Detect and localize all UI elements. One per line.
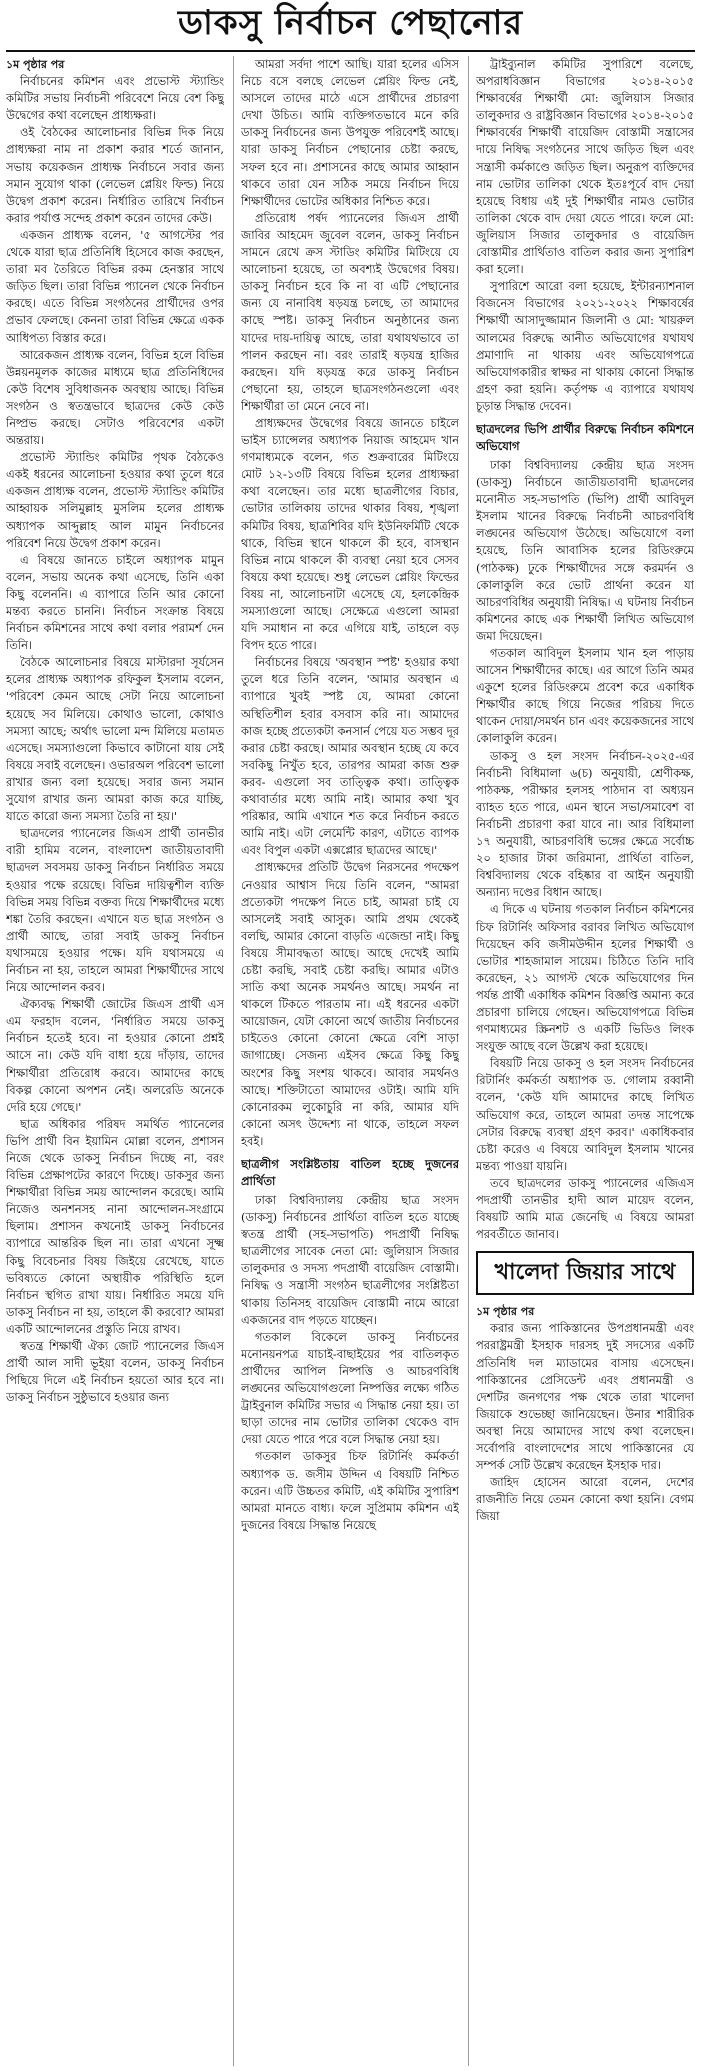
- paragraph: এ বিষয়ে জানতে চাইলে অধ্যাপক মামুন বলেন, সভায় অনেক কথা এসেছে, তিনি একা কিছু বলেননি। এ ব্যাপারে তিনি আর কোনো মন্তব্য করতে চাননি। নির্বাচন সংক্রান্ত বিষয়ে নির্বাচন কমিশনের সাথে কথা বলার পরামর্শ দেন তিনি।: [6, 552, 224, 653]
- paragraph: গতকাল বিকেলে ডাকসু নির্বাচনের মনোনয়নপত্র যাচাই-বাছাইয়ের পর বাতিলকৃত প্রার্থীদের আপিল নিষ্পত্তি ও আচরণবিধি লঙ্ঘনের অভিযোগগুলো নিষ্পত্তির লক্ষ্যে গঠিত ট্রাইবুনাল কমিটির সভার এ সিদ্ধান্ত নেয়া হয়। তা ছাড়া তাদের নাম ভোটার তালিকা থেকেও বাদ দেয়া যেতে পারে পরে বলে সিদ্ধান্ত নেয়া হয়।: [241, 1329, 459, 1447]
- headline-rule: [6, 50, 695, 52]
- paragraph: স্বতন্ত্র শিক্ষার্থী ঐক্য জোট প্যানেলের জিএস প্রার্থী আল সাদী ভূইয়া বলেন, ডাকসু নির্বাচন পিছিয়ে দিলে এই নির্বাচন হয়তো আর হবে না। ডাকসু নির্বাচন সুষ্ঠুভাবে হওয়ার জন্য: [6, 1339, 224, 1405]
- story-headline-khaleda: খালেদা জিয়ার সাথে: [476, 1251, 694, 1295]
- paragraph: প্রাধ্যক্ষদের উদ্বেগের বিষয়ে জানতে চাইলে ভাইস চ্যান্সেলর অধ্যাপক নিয়াজ আহমেদ খান গণমাধ্যমকে বলেন, গত শুক্রবারের মিটিংয়ে মোট ১২-১৩টি বিষয়ে বিভিন্ন হলের প্রাধ্যক্ষরা কথা বলেছেন। তার মধ্যে ছাত্রলীগের বিচার, ভোটার তালিকায় তাদের থাকার বিষয়, শৃঙ্খলা কমিটির বিষয়, ছাত্রশিবির যদি ইউনিফর্মিটি থেকে থাকে, বিভিন্ন স্থানে থাকলে কী হবে, বাসস্থান বিভিন্ন নামে থাকলে কী ব্যবস্থা নেয়া হবে সেসব বিষয়ে কথা হয়েছে। শুধু লেভেল প্লেয়িং ফিল্ডের বিষয় না, আলোচনাটা এসেছে যে, হলকেন্দ্রিক সমস্যাগুলো আছে। সেক্ষেত্রে এগুলো আমরা যদি সমাধান না করে এগিয়ে যাই, তাহলে বড় বিপদ হতে পারে।: [241, 415, 459, 653]
- column-divider-1: [233, 56, 234, 2066]
- paragraph: বৈঠকে আলোচনার বিষয়ে মাস্টারদা সূর্যসেন হলের প্রাধ্যক্ষ অধ্যাপক রফিকুল ইসলাম বলেন, 'পরিবেশ কেমন আছে সেটা নিয়ে আলোচনা হয়েছে সব মিলিয়ে। কোথাও ভালো, কোথাও সমস্যা আছে; অর্থাৎ ভালো মন্দ মিলিয়ে মতামত এসেছে। সমস্যাগুলো কিভাবে কাটানো যায় সেই বিষয়ে সবাই বলেছেন। ওভারঅল পরিবেশ ভালো রাখার জন্য বলা হয়েছে। সবার জন্য সমান সুযোগ রাখার জন্য আমরা কাজ করে যাচ্ছি, যাতে কারো জন্য সমস্যা তৈরি না হয়।': [6, 655, 224, 824]
- paragraph: নির্বাচনের কমিশন এবং প্রভোস্ট স্ট্যান্ডিং কমিটির সভায় নির্বাচনী পরিবেশে নিয়ে বেশ কিছু উদ্বেগের কথা বলেছেন প্রাধ্যক্ষরা।: [6, 74, 224, 123]
- paragraph: সুপারিশে আরো বলা হয়েছে, ইন্টারন্যাশনাল বিজনেস বিভাগের ২০২১-২০২২ শিক্ষাবর্ষের শিক্ষার্থী আসাদুজ্জামান জিলানী ও মো: খায়রুল আলমের বিরুদ্ধে আনীত অভিযোগের যথাযথ প্রমাণাদি না থাকায় এবং অভিযোগপত্রে অভিযোগকারীর স্বাক্ষর না থাকায় কোনো সিদ্ধান্ত গ্রহণ করা হয়নি। কর্তৃপক্ষ এ ব্যাপারে যথাযথ চূড়ান্ত সিদ্ধান্ত দেবেন।: [476, 279, 694, 413]
- column-1: [6, 56, 224, 2066]
- paragraph: প্রাধ্যক্ষদের প্রতিটি উদ্বেগ নিরসনের পদক্ষেপ নেওয়ার আশ্বাস দিয়ে তিনি বলেন, "আমরা প্রত্যেকটা পদক্ষেপ নিতে চাই, আমরা চাই যে আসলেই সবাই আসুক। আমি প্রথম থেকেই বলছি, আমার কোনো বাড়তি এজেন্ডা নাই। কিছু বিষয়ে সীমাবদ্ধতা আছে। আছে দেখেই আমি চেষ্টা করছি, সবাই চেষ্টা করছি। আমার এটাও সাতি কথা অনেক সমর্থনও আছে। সমর্থন না থাকলে টিকতে পারতাম না। এই ধরনের একটা আয়োজন, যেটা কোনো অর্থে জাতীয় নির্বাচনের চাইতেও কোনো কোনো ক্ষেত্রে বেশি সাড়া জাগাচ্ছে। সেজন্য এইসব ক্ষেত্রে কিছু কিছু অংশের কিছু সংশয় থাকবে। আবার সমর্থনও আছে। শক্তিটাতো আমাদের ওটাই। আমি যদি কোনোরকম লুকোচুরি না করি, আমার যদি কোনো অসৎ উদ্দেশ্য না থাকে, তাহলে সফল হবই।: [241, 860, 459, 1148]
- paragraph: ছাত্রদলের প্যানেলের জিএস প্রার্থী তানভীর বারী হামিম বলেন, বাংলাদেশ জাতীয়তাবাদী ছাত্রদল সবসময় ডাকসু নির্বাচন নির্ধারিত সময়ে হওয়ার পক্ষে রয়েছে। বিভিন্ন দায়িত্বশীল ব্যক্তি বিভিন্ন সময় বিভিন্ন বক্তব্য দিয়ে শিক্ষার্থীদের মধ্যে শঙ্কা তৈরি করছেন। এখানে যত ছাত্র সংগঠন ও প্রার্থী আছে, তারা সবাই ডাকসু নির্বাচন যথাসময়ে হওয়ার পক্ষে। যদি যথাসময়ে এ নির্বাচন না হয়, তাহলে আমরা শিক্ষার্থীদের সাথে নিয়ে আন্দোলন করব।: [6, 826, 224, 995]
- paragraph: ঢাকা বিশ্ববিদ্যালয় কেন্দ্রীয় ছাত্র সংসদ (ডাকসু) নির্বাচনের প্রার্থিতা বাতিল হতে যাচ্ছে স্বতন্ত্র প্রার্থী (সহ-সভাপতি) পদপ্রার্থী নিষিদ্ধ ছাত্রলীগের সাবেক নেতা মো: জুলিয়াস সিজার তালুকদার ও সদস্য পদপ্রার্থী বায়েজিদ বোস্তামী। নিষিদ্ধ ও সন্ত্রাসী সংগঠন ছাত্রলীগের সংশ্লিষ্টতা থাকায় তিনিসহ বায়েজিদ বোস্তামী নামে আরো একজনের বাদ পড়তে যাচ্ছেন।: [241, 1193, 459, 1327]
- column-2-body-2: [241, 1192, 459, 1534]
- subheading-chhatradal-complaint: ছাত্রদলের ভিপি প্রার্থীর বিরুদ্ধে নির্বাচন কমিশনে অভিযোগ: [476, 421, 694, 453]
- paragraph: বিষয়টি নিয়ে ডাকসু ও হল সংসদ নির্বাচনের রিটার্নিং কর্মকর্তা অধ্যাপক ড. গোলাম রব্বানী বলেন, 'কেউ যদি আমাদের কাছে লিখিত অভিযোগ করে, তাহলে আমরা তদন্ত সাপেক্ষে সেটার বিরুদ্ধে ব্যবস্থা গ্রহণ করব।' একাধিকবার চেষ্টা করেও এ বিষয়ে আবিদুল ইসলাম খানের মন্তব্য পাওয়া যায়নি।: [476, 1056, 694, 1173]
- column-3-body-2: [476, 457, 694, 1243]
- paragraph: প্রতিরোধ পর্ষদ প্যানেলের জিএস প্রার্থী জাবির আহমেদ জুবেল বলেন, ডাকসু নির্বাচন সামনে রেখে ক্রস স্টাডিং কমিটির মিটিংয়ে যে আলোচনা হয়েছে, তা অবশ্যই উদ্বেগের বিষয়। ডাকসু নির্বাচন হবে কি না বা এটি পেছানোর জন্য যে নানাবিধ ষড়যন্ত্র চলছে, তা আমাদের কাছে স্পষ্ট। ডাকসু নির্বাচন অনুষ্ঠানের জন্য যাদের দায়-দায়িত্ব আছে, তারা যথাযথভাবে তা পালন করছেন না। বরং তারাই ষড়যন্ত্র হাজির করছেন। যদি ষড়যন্ত্র করে ডাকসু নির্বাচন পেছানো হয়, তাহলে ছাত্রসংগঠনগুলো এবং শিক্ষার্থীরা তা মেনে নেবে না।: [241, 210, 459, 413]
- column-2: [241, 56, 459, 2066]
- column-2-body: [241, 56, 459, 1150]
- paragraph: ট্রাইব্যুনাল কমিটির সুপারিশে বলেছে, অপরাধবিজ্ঞান বিভাগের ২০১৪-২০১৫ শিক্ষাবর্ষের শিক্ষার্থী মো: জুলিয়াস সিজার তালুকদার ও রাষ্ট্রবিজ্ঞান বিভাগের ২০১৪-২০১৫ শিক্ষাবর্ষের শিক্ষার্থী বায়েজিদ বোস্তামী সন্ত্রাসের দায়ে নিষিদ্ধ সংগঠনের সাথে জড়িত ছিল এবং সন্ত্রাসী কর্মকাণ্ডে জড়িত ছিল। অনুরূপ ব্যক্তিদের নাম ভোটার তালিকা থেকে ইতঃপূর্বে বাদ দেয়া হয়েছে বিধায় এই দুই শিক্ষার্থীর নামও ভোটার তালিকা থেকে বাদ দেয়া যেতে পারে। ফলে মো: জুলিয়াস সিজার তালুকদার ও বায়েজিদ বোস্তামীর প্রার্থিতাও বাতিল করার জন্য সুপারিশ করা হলো।: [476, 57, 694, 277]
- column-3-body: [476, 56, 694, 415]
- continued-from-label-2: ১ম পৃষ্ঠার পর: [476, 1305, 535, 1319]
- paragraph: ছাত্র অধিকার পরিষদ সমর্থিত প্যানেলের ভিপি প্রার্থী বিন ইয়ামিন মোল্লা বলেন, প্রশাসন নিজে থেকে ডাকসু নির্বাচন দিচ্ছে না, বরং বিভিন্ন প্রেক্ষাপটের কারণে দিচ্ছে। ডাকসুর জন্য শিক্ষার্থীরা বিভিন্ন সময় আন্দোলন করেছে। আমি নিজেও অনশনসহ নানা আন্দোলন-সংগ্রামে ছিলাম। প্রশাসন কখনোই ডাকসু নির্বাচনের ব্যাপারে আন্তরিক ছিল না। তারা এখনো সূক্ষ্ম কিছু বিবেচনার বিষয় জিইয়ে রেখেছে, যাতে ভবিষ্যতে কোনো অস্থায়ীক পরিস্থিতি হলে নির্বাচন স্থগিত রাখা যায়। নির্ধারিত সময়ে যদি ডাকসু নির্বাচন না হয়, তাহলে কী করবো? আমরা একটি আন্দোলনের প্রস্তুতি নিয়ে রাখব।: [6, 1116, 224, 1336]
- column-3: [476, 56, 694, 2066]
- paragraph: গতকাল আবিদুল ইসলাম খান হল পাড়ায় আসেন শিক্ষার্থীদের কাছে। এর আগে তিনি অমর একুশে হলের রিডিংরুমে প্রবেশ করে একাধিক শিক্ষার্থীর কাছে গিয়ে নিজের পরিচয় দিতে থাকেন দোয়া/সমর্থন চান এবং কয়েকজনের সাথে কোলাকুলি করেন।: [476, 646, 694, 746]
- column-divider-2: [468, 56, 469, 2066]
- paragraph: জাহিদ হোসেন আরো বলেন, দেশের রাজনীতি নিয়ে তেমন কোনো কথা হয়নি। বেগম জিয়া: [476, 1475, 694, 1524]
- paragraph: ওই বৈঠকের আলোচনার বিভিন্ন দিক নিয়ে প্রাধ্যক্ষরা নাম না প্রকাশ করার শর্তে জানান, সভায় কয়েকজন প্রাধ্যক্ষ নির্বাচনে সবার জন্য সমান সুযোগ থাকা (লেভেল প্লেয়িং ফিল্ড) নিয়ে উদ্বেগ প্রকাশ করেন। নির্ধারিত তারিখে নির্বাচন করার পর্যাপ্ত সন্দেহ প্রকাশ করেন তাদের কেউ।: [6, 125, 224, 225]
- column-3-body-3: [476, 1320, 694, 1525]
- paragraph: নির্বাচনের বিষয়ে 'অবস্থান স্পষ্ট' হওয়ার কথা তুলে ধরে তিনি বলেন, 'আমার অবস্থান এ ব্যাপারে খুবই স্পষ্ট যে, আমরা কোনো অস্থিতিশীল হবার বসবাস করি না। আমাদের কাজ হচ্ছে প্রত্যেকটা কনসার্ন পেয়ে যত সম্ভব দূর করার চেষ্টা করছে। আমার অবস্থান হচ্ছে যে কবে সবকিছু নিখুঁত হবে, তারপর আমরা কাজ শুরু করব- এগুলো সব তাত্ত্বিক কথা। তাত্ত্বিক কথাবার্তার মধ্যে আমি নাই। আমার কথা খুব পরিষ্কার, আমি এখানে শত করে নির্বাচন করতে আমি নাই। এটা লেমেন্টি কারণ, এটাতে ব্যাপক এবং বিপুল একটা এক্সপ্লোর ছাত্রদের আছে।': [241, 655, 459, 858]
- paragraph: আমরা সর্বদা পাশে আছি। যারা হলের এসিস নিচে বসে বলছে লেভেল প্লেয়িং ফিল্ড নেই, আসলে তাদের মাঠে এসে প্রার্থীদের প্রচারণা দেখা উচিত। আমি ব্যক্তিগতভাবে মনে করি ডাকসু নির্বাচনের জন্য উপযুক্ত পরিবেশই আছে। যারা ডাকসু নির্বাচন পেছানোর চেষ্টা করছে, সফল হবে না। প্রশাসনের কাছে আমার আহ্বান থাকবে তারা যেন সঠিক সময়ে নির্বাচন দিয়ে শিক্ষার্থীদের ভোটের অধিকার নিশ্চিত করে।: [241, 57, 459, 208]
- paragraph: গতকাল ডাকসুর চিফ রিটার্নিং কর্মকর্তা অধ্যাপক ড. জসীম উদ্দিন এ বিষয়টি নিশ্চিত করেন। এটি উচ্চতর কমিটি, এই কমিটির সুপারিশ আমরা মানতে বাধ্য। ফলে সুপ্রিমাম কমিশন এই দুজনের বিষয়ে সিদ্ধান্ত নিয়েছে: [241, 1449, 459, 1532]
- paragraph: করার জন্য পাকিস্তানের উপপ্রধানমন্ত্রী এবং পররাষ্ট্রমন্ত্রী ইসহাক দারসহ দুই সদস্যের একটি প্রতিনিধি দল ম্যাডামের বাসায় এসেছেন। পাকিস্তানের প্রেসিডেন্ট এবং প্রধানমন্ত্রী ও দেশটির জনগণের পক্ষ থেকে তারা খালেদা জিয়াকে শুভেচ্ছা জানিয়েছেন। উনার শারীরিক অবস্থা নিয়ে আমাদের সাথে কথা বলেছেন। সর্বোপরি বাংলাদেশের সাথে পাকিস্তানের যে সম্পর্ক সেটি উল্লেখ করেছেন ইসহাক দার।: [476, 1321, 694, 1473]
- paragraph: ডাকসু ও হল সংসদ নির্বাচন-২০২৫-এর নির্বাচনী বিধিমালা ৬(চ) অনুযায়ী, শ্রেণীকক্ষ, পাঠকক্ষ, পরীক্ষার হলসহ পাঠদান বা অধ্যয়ন ব্যাহত হতে পারে, এমন স্থানে সভা/সমাবেশ বা নির্বাচনী প্রচারণা করা যাবে না। আর বিধিমালা ১৭ অনুযায়ী, আচরণবিধি ভঙ্গের ক্ষেত্রে সর্বোচ্চ ২০ হাজার টাকা জরিমানা, প্রার্থিতা বাতিল, বিশ্ববিদ্যালয় থেকে বহিষ্কার বা আইন অনুযায়ী অন্যান্য দণ্ডের বিধান আছে।: [476, 748, 694, 900]
- paragraph: ঢাকা বিশ্ববিদ্যালয় কেন্দ্রীয় ছাত্র সংসদ (ডাকসু) নির্বাচনে জাতীয়তাবাদী ছাত্রদলের মনোনীত সহ-সভাপতি (ভিপি) প্রার্থী আবিদুল ইসলাম খানের বিরুদ্ধে নির্বাচনী আচরণবিধি লঙ্ঘনের অভিযোগ উঠেছে। অভিযোগে বলা হয়েছে, তিনি আবাসিক হলের রিডিংরুমে (পাঠকক্ষ) ঢুকে শিক্ষার্থীদের সঙ্গে করমর্দন ও কোলাকুলি করে ভোট প্রার্থনা করেন যা আচরণবিধির অনুযায়ী নিষিদ্ধ। এ ঘটনায় নির্বাচন কমিশনের কাছে এক শিক্ষার্থী লিখিত অভিযোগ জমা দিয়েছেন।: [476, 457, 694, 643]
- paragraph: আরেকজন প্রাধ্যক্ষ বলেন, বিভিন্ন হলে বিভিন্ন উন্নয়নমূলক কাজের মাধ্যমে ছাত্র প্রতিনিধিদের কেউ বিশেষ সুবিধাজনক অবস্থায় আছে। বিভিন্ন সংগঠন ও স্বতন্ত্রভাবে ছাত্রদের কেউ কেউ নিষ্প্রভ করছে। সেটাও পরিবেশের একটা অন্তরায়।: [6, 347, 224, 448]
- subheading-chhatraleague: ছাত্রলীগ সংশ্লিষ্টতায় বাতিল হচ্ছে দুজনের প্রার্থিতা: [241, 1157, 459, 1188]
- headline: ডাকসু নির্বাচন পেছানোর: [177, 2, 524, 43]
- column-1-body: [6, 73, 224, 1406]
- paragraph: একজন প্রাধ্যক্ষ বলেন, '৫ আগস্টের পর থেকে যারা ছাত্র প্রতিনিধি হিসেবে কাজ করছেন, তারা মব তৈরিতে বিভিন্ন রকম হেনস্তার সাথে জড়িত ছিল। তারা বিভিন্ন প্যানেল থেকে নির্বাচন করছে। এতে বিভিন্ন সংগঠনের প্রার্থীদের ওপর প্রভাব ফেলছে। কেননা তারা বিভিন্ন ক্ষেত্রে একক আধিপত্য বিস্তার করে।: [6, 227, 224, 345]
- continued-from-label: ১ম পৃষ্ঠার পর: [6, 58, 65, 71]
- paragraph: ঐক্যবদ্ধ শিক্ষার্থী জোটের জিএস প্রার্থী এস এম ফরহাদ বলেন, 'নির্ধারিত সময়ে ডাকসু নির্বাচন হতেই হবে। না হওয়ার কোনো প্রশ্নই আসে না। কেউ যদি বাধা হয়ে দাঁড়ায়, তাদের শিক্ষার্থীরা প্রতিরোধ করবে। আমাদের কাছে বিকল্প কোনো অপশন নেই। অলরেডি অনেকে দেরি হয়ে গেছে।': [6, 997, 224, 1114]
- paragraph: প্রভোস্ট স্ট্যান্ডিং কমিটির পৃথক বৈঠকেও একই ধরনের আলোচনা হওয়ার কথা তুলে ধরে একজন প্রাধ্যক্ষ বলেন, প্রভোস্ট স্ট্যান্ডিং কমিটির আহ্বায়ক সলিমুল্লাহ মুসলিম হলের প্রাধ্যক্ষ অধ্যাপক আব্দুল্লাহ আল মামুন নির্বাচনের পরিবেশ নিয়ে উদ্বেগ প্রকাশ করেন।: [6, 450, 224, 550]
- paragraph: তবে ছাত্রদলের ডাকসু প্যানেলের এজিএস পদপ্রার্থী তানভীর হাদী আল মায়েদ বলেন, বিষয়টি আমি মাত্র জেনেছি এ বিষয়ে আমরা পরবর্তীতে জানাব।: [476, 1175, 694, 1242]
- paragraph: এ দিকে এ ঘটনায় গতকাল নির্বাচন কমিশনের চিফ রিটার্নিং অফিসার বরাবর লিখিত অভিযোগ দিয়েছেন কবি জসীমউদ্দীন হলের শিক্ষার্থী ও ভোটার শাহজামাল সায়েম। চিঠিতে তিনি দাবি করেছেন, ২১ আগস্ট থেকে অভিযোগের দিন পর্যন্ত প্রার্থী একাধিক কমিশন বিজ্ঞপ্তি অমান্য করে প্রচারণা চালিয়ে গেছেন। অভিযোগপত্রে বিভিন্ন গণমাধ্যমের স্ক্রিনশট ও একটি ভিডিও লিংক সংযুক্ত আছে বলে উল্লেখ করা হয়েছে।: [476, 902, 694, 1054]
